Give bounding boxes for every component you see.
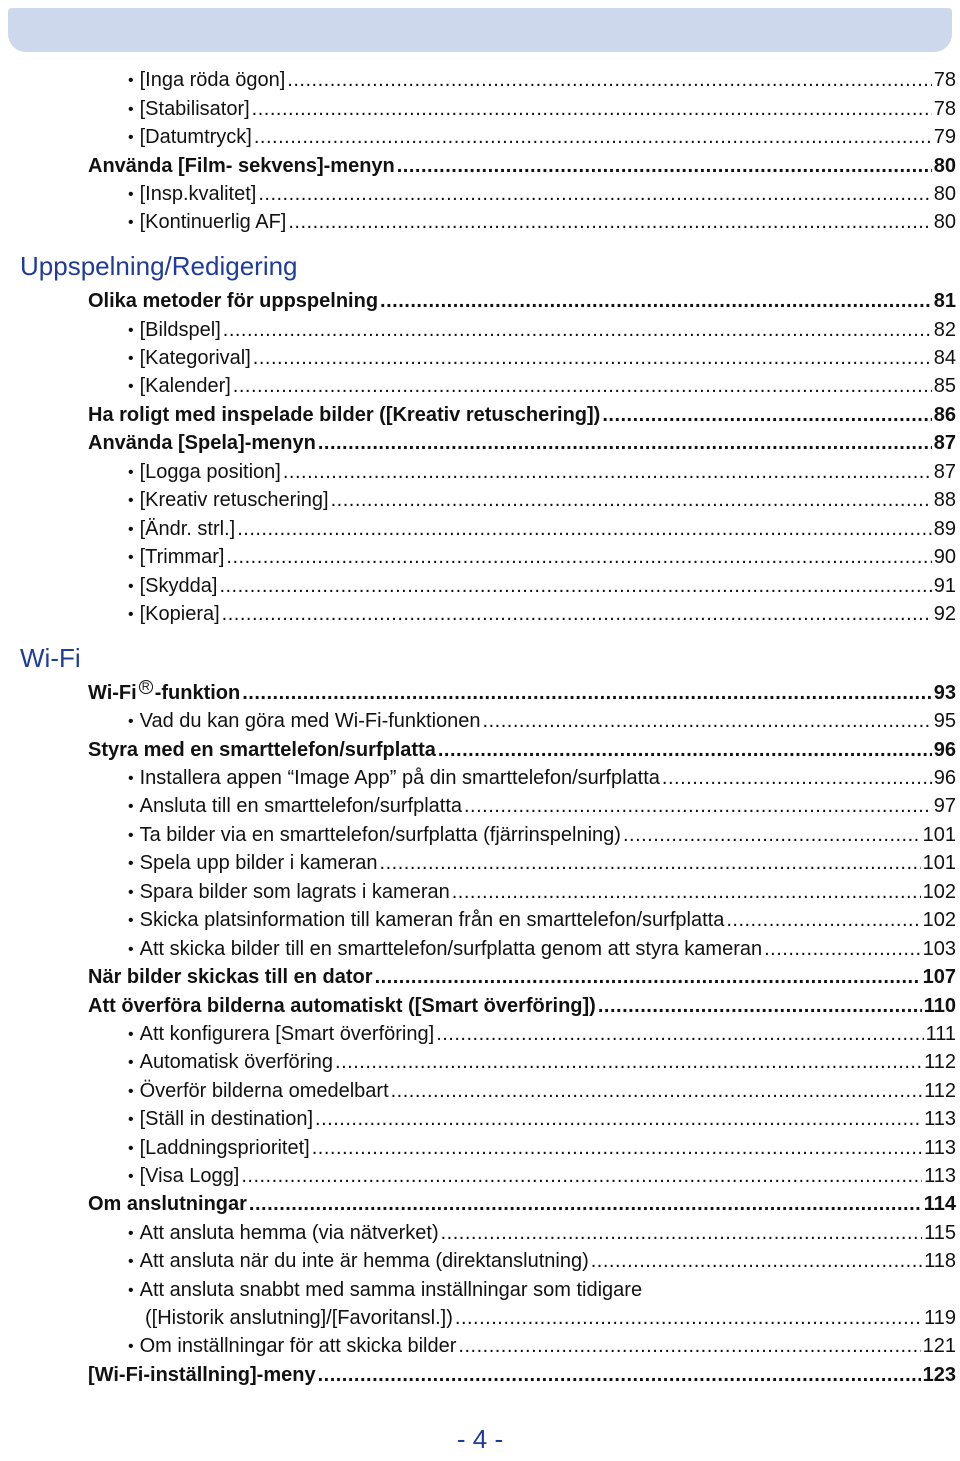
leader-dots (226, 543, 931, 571)
bullet-icon: • (128, 378, 134, 395)
toc-entry-continuation[interactable] (145, 1304, 956, 1332)
toc-entry-label: Använda [Film- sekvens]-menyn (88, 155, 395, 177)
leader-dots (318, 429, 932, 457)
toc-entry-label: Spela upp bilder i kameran (139, 852, 378, 874)
toc-entry-label: Automatisk överföring (139, 1051, 334, 1073)
leader-dots (591, 1247, 922, 1275)
toc-entry-page: 113 (924, 1108, 956, 1130)
toc-entry-label: [Stabilisator] (139, 98, 250, 120)
toc-entry-label: [Ställ in destination] (139, 1108, 314, 1130)
toc-entry[interactable] (128, 515, 956, 543)
toc-entry-label: När bilder skickas till en dator (88, 966, 373, 988)
toc-entry-page: 102 (922, 909, 956, 931)
leader-dots (726, 906, 920, 934)
leader-dots (452, 878, 921, 906)
toc-entry-page: 82 (933, 319, 956, 341)
toc-entry[interactable] (128, 572, 956, 600)
bullet-icon: • (128, 464, 134, 481)
leader-dots (438, 736, 932, 764)
toc-entry-main[interactable] (88, 992, 956, 1020)
toc-entry[interactable] (128, 1332, 956, 1360)
leader-dots (380, 849, 921, 877)
toc-entry-label: Att överföra bilderna automatiskt ([Smart överföring]) (88, 995, 596, 1017)
bullet-icon: • (128, 1111, 134, 1128)
toc-entry-page: 115 (924, 1222, 956, 1244)
leader-dots (375, 963, 921, 991)
bullet-icon: • (128, 101, 134, 118)
toc-entry-label: Om inställningar för att skicka bilder (139, 1335, 457, 1357)
leader-dots (237, 515, 932, 543)
toc-entry-label: Att konfigurera [Smart överföring] (139, 1023, 435, 1045)
toc-entry-main[interactable] (88, 152, 956, 180)
toc-entry-label: [Laddningsprioritet] (139, 1137, 310, 1159)
toc-entry[interactable] (128, 486, 956, 514)
leader-dots (222, 600, 932, 628)
toc-entry-page: 88 (933, 489, 956, 511)
toc-entry[interactable] (128, 208, 956, 236)
toc-entry[interactable] (128, 600, 956, 628)
toc-entry-main[interactable] (88, 401, 956, 429)
toc-entry-label: Spara bilder som lagrats i kameran (139, 881, 450, 903)
leader-dots (662, 764, 932, 792)
toc-entry-page: 96 (933, 739, 956, 761)
bullet-icon: • (128, 1282, 134, 1299)
toc-entry-page: 112 (924, 1051, 956, 1073)
toc-entry-page: 78 (933, 98, 956, 120)
toc-entry[interactable] (128, 906, 956, 934)
bullet-icon: • (128, 1026, 134, 1043)
toc-entry-page: 90 (933, 546, 956, 568)
leader-dots (252, 95, 932, 123)
toc-entry-label: [Visa Logg] (139, 1165, 240, 1187)
header-bar (8, 8, 952, 52)
bullet-icon: • (128, 322, 134, 339)
toc-entry-page: 101 (922, 824, 956, 846)
toc-entry-label: [Trimmar] (139, 546, 225, 568)
bullet-icon: • (128, 855, 134, 872)
leader-dots (455, 1304, 922, 1332)
toc-entry-page: 111 (925, 1023, 956, 1045)
toc-entry-label: ([Historik anslutning]/[Favoritansl.]) (145, 1307, 453, 1329)
bullet-icon: • (128, 912, 134, 929)
toc-entry-label: Att ansluta snabbt med samma inställningar som tidigare (139, 1279, 643, 1301)
toc-entry-label: Vad du kan göra med Wi-Fi-funktionen (139, 710, 481, 732)
leader-dots (764, 935, 921, 963)
toc-entry[interactable] (128, 1247, 956, 1275)
toc-entry-label: Att ansluta hemma (via nätverket) (139, 1222, 439, 1244)
toc-entry-label: [Bildspel] (139, 319, 221, 341)
toc-entry-page: 87 (933, 461, 956, 483)
toc-entry[interactable] (128, 935, 956, 963)
bullet-icon: • (128, 578, 134, 595)
toc-entry-page: 97 (933, 795, 956, 817)
leader-dots (315, 1105, 922, 1133)
toc-entry[interactable] (128, 123, 956, 151)
toc-entry-page: 78 (933, 69, 956, 91)
toc-entry-page: 87 (933, 432, 956, 454)
toc-entry-label: Överför bilderna omedelbart (139, 1080, 389, 1102)
toc-entry-page: 112 (924, 1080, 956, 1102)
bullet-icon: • (128, 186, 134, 203)
bullet-icon: • (128, 798, 134, 815)
toc-entry-page: 96 (933, 767, 956, 789)
toc-entry-label: [Insp.kvalitet] (139, 183, 257, 205)
leader-dots (219, 572, 931, 600)
toc-entry-label: Att skicka bilder till en smarttelefon/surfplatta genom att styra kameran (139, 938, 763, 960)
leader-dots (391, 1077, 922, 1105)
toc-entry[interactable] (128, 1105, 956, 1133)
leader-dots (598, 992, 922, 1020)
toc-entry[interactable] (128, 792, 956, 820)
toc-entry-label: Om anslutningar (88, 1193, 247, 1215)
toc-entry[interactable] (128, 1048, 956, 1076)
toc-entry[interactable] (128, 543, 956, 571)
toc-entry-page: 79 (933, 126, 956, 148)
toc-entry-page: 85 (933, 375, 956, 397)
toc-entry-page: 107 (922, 966, 956, 988)
toc-entry-label: Använda [Spela]-menyn (88, 432, 316, 454)
toc-entry-page: 86 (933, 404, 956, 426)
bullet-icon: • (128, 350, 134, 367)
leader-dots (253, 344, 932, 372)
toc-entry-label: [Inga röda ögon] (139, 69, 286, 91)
bullet-icon: • (128, 713, 134, 730)
bullet-icon: • (128, 827, 134, 844)
leader-dots (623, 821, 921, 849)
toc-entry[interactable] (128, 344, 956, 372)
leader-dots (254, 123, 932, 151)
bullet-icon: • (128, 72, 134, 89)
leader-dots (335, 1048, 922, 1076)
toc-entry-label: [Wi-Fi-inställning]-meny (88, 1364, 316, 1386)
toc-entry-page: 95 (933, 710, 956, 732)
leader-dots (249, 1190, 922, 1218)
toc-entry[interactable] (128, 764, 956, 792)
bullet-icon: • (128, 884, 134, 901)
toc-entry[interactable] (128, 95, 956, 123)
toc-entry-label: [Kopiera] (139, 603, 220, 625)
toc-entry-page: 123 (922, 1364, 956, 1386)
toc-entry-page: 92 (933, 603, 956, 625)
toc-entry-label: Att ansluta när du inte är hemma (direktanslutning) (139, 1250, 589, 1272)
bullet-icon: • (128, 492, 134, 509)
bullet-icon: • (128, 129, 134, 146)
toc-entry-label: [Logga position] (139, 461, 281, 483)
toc-entry-main[interactable] (88, 736, 956, 764)
leader-dots (464, 792, 932, 820)
toc-entry-main[interactable] (88, 429, 956, 457)
toc-entry[interactable] (128, 372, 956, 400)
wifi-label-suffix: -funktion (154, 682, 241, 704)
section-heading-playback: Uppspelning/Redigering (20, 251, 298, 281)
toc-entry[interactable] (128, 1219, 956, 1247)
bullet-icon: • (128, 1225, 134, 1242)
bullet-icon: • (128, 606, 134, 623)
toc-entry-label: [Kalender] (139, 375, 231, 397)
bullet-icon: • (128, 1054, 134, 1071)
toc-entry-page: 110 (923, 995, 956, 1017)
toc-entry-page: 89 (933, 518, 956, 540)
toc-entry-page: 121 (922, 1335, 956, 1357)
toc-entry-label: Skicka platsinformation till kameran från en smarttelefon/surfplatta (139, 909, 725, 931)
toc-entry-page: 91 (933, 575, 956, 597)
toc-entry-page: 80 (933, 211, 956, 233)
toc-entry-page: 93 (933, 682, 956, 704)
leader-dots (602, 401, 931, 429)
toc-entry-label: Olika metoder för uppspelning (88, 290, 379, 312)
toc-entry-label: [Datumtryck] (139, 126, 252, 148)
toc-entry-label: [Kontinuerlig AF] (139, 211, 287, 233)
toc-entry-page: 81 (933, 290, 956, 312)
leader-dots (258, 180, 931, 208)
toc-entry-page: 118 (924, 1250, 956, 1272)
toc-entry-label: [Kategorival] (139, 347, 251, 369)
bullet-icon: • (128, 549, 134, 566)
toc-entry[interactable] (128, 878, 956, 906)
toc-entry-page: 119 (924, 1307, 956, 1329)
toc-entry-main[interactable] (88, 679, 956, 707)
leader-dots (223, 316, 932, 344)
leader-dots (312, 1134, 922, 1162)
toc-entry-label (88, 679, 240, 707)
leader-dots (283, 458, 932, 486)
registered-mark-icon: R (139, 680, 153, 694)
toc-entry-main[interactable] (88, 963, 956, 991)
leader-dots (331, 486, 932, 514)
toc-entry[interactable] (128, 1276, 956, 1304)
leader-dots (483, 707, 932, 735)
toc-entry-main[interactable] (88, 1190, 956, 1218)
leader-dots (441, 1219, 922, 1247)
bullet-icon: • (128, 770, 134, 787)
toc-entry[interactable] (128, 707, 956, 735)
bullet-icon: • (128, 1140, 134, 1157)
toc-entry-label: [Kreativ retuschering] (139, 489, 329, 511)
leader-dots (380, 287, 932, 315)
toc-entry-page: 114 (923, 1193, 956, 1215)
bullet-icon: • (128, 214, 134, 231)
bullet-icon: • (128, 1168, 134, 1185)
leader-dots (318, 1361, 921, 1389)
leader-dots (233, 372, 932, 400)
bullet-icon: • (128, 941, 134, 958)
leader-dots (458, 1332, 920, 1360)
leader-dots (242, 679, 932, 707)
toc-entry-page: 80 (933, 183, 956, 205)
toc-entry-page: 103 (922, 938, 956, 960)
wifi-label: Wi-Fi (88, 682, 137, 704)
leader-dots (241, 1162, 922, 1190)
toc-entry[interactable] (128, 1020, 956, 1048)
leader-dots (397, 152, 932, 180)
toc-entry-label: [Ändr. strl.] (139, 518, 236, 540)
leader-dots (287, 66, 931, 94)
toc-entry[interactable] (128, 1077, 956, 1105)
toc-entry[interactable] (128, 180, 956, 208)
toc-entry[interactable] (128, 66, 956, 94)
toc-entry-page: 84 (933, 347, 956, 369)
toc-entry[interactable] (128, 849, 956, 877)
bullet-icon: • (128, 1083, 134, 1100)
toc-entry-page: 101 (922, 852, 956, 874)
toc-entry-label: Ha roligt med inspelade bilder ([Kreativ retuschering]) (88, 404, 601, 426)
leader-dots (436, 1020, 923, 1048)
bullet-icon: • (128, 1338, 134, 1355)
toc-entry-label: Ta bilder via en smarttelefon/surfplatta (fjärrinspelning) (139, 824, 621, 846)
toc-entry-page: 80 (933, 155, 956, 177)
bullet-icon: • (128, 521, 134, 538)
toc-entry-label: [Skydda] (139, 575, 218, 597)
toc-entry[interactable] (128, 1162, 956, 1190)
toc-entry[interactable] (128, 458, 956, 486)
toc-entry-page: 113 (924, 1137, 956, 1159)
section-heading-wifi: Wi-Fi (20, 643, 81, 673)
toc-entry[interactable] (128, 316, 956, 344)
toc-entry-page: 102 (922, 881, 956, 903)
toc-entry[interactable] (128, 821, 956, 849)
toc-entry-page: 113 (924, 1165, 956, 1187)
toc-entry-label: Installera appen “Image App” på din smarttelefon/surfplatta (139, 767, 660, 789)
leader-dots (288, 208, 931, 236)
page-number: - 4 - (456, 1424, 504, 1454)
toc-entry-main[interactable] (88, 287, 956, 315)
bullet-icon: • (128, 1253, 134, 1270)
toc-entry-label: Ansluta till en smarttelefon/surfplatta (139, 795, 462, 817)
toc-entry-main[interactable] (88, 1361, 956, 1389)
toc-entry-label: Styra med en smarttelefon/surfplatta (88, 739, 436, 761)
toc-entry[interactable] (128, 1134, 956, 1162)
